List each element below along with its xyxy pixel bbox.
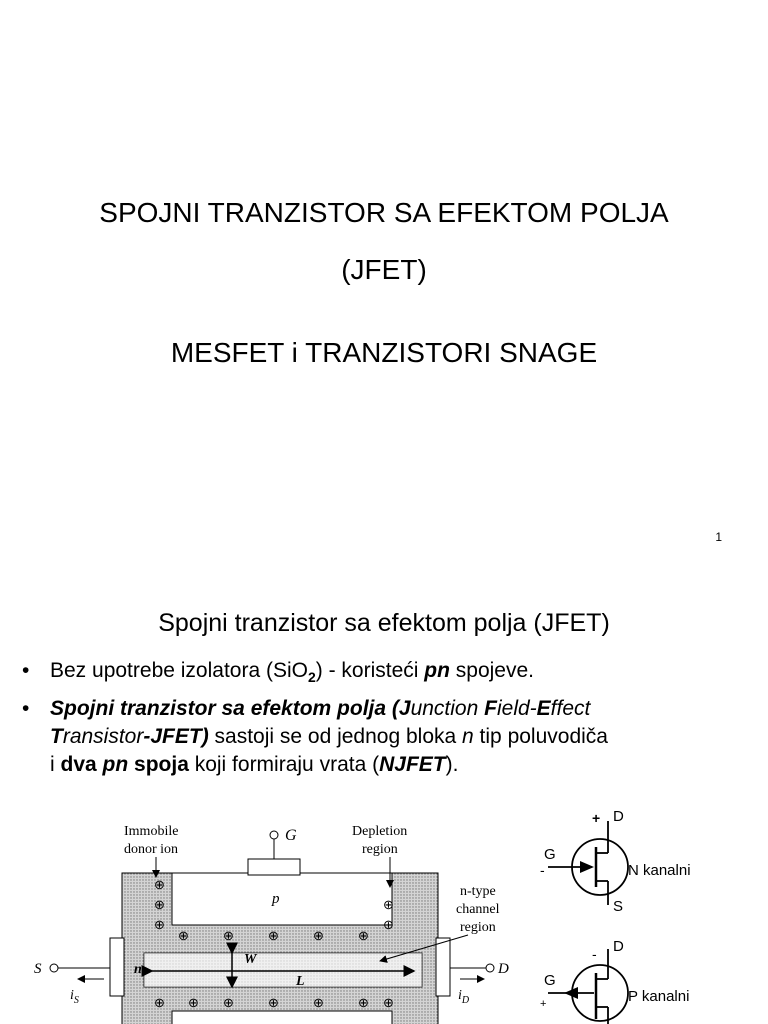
svg-text:⊕: ⊕: [223, 928, 234, 943]
bullet2-term: Spojni tranzistor sa efektom polja (: [50, 697, 399, 721]
svg-text:⊕: ⊕: [154, 897, 165, 912]
bullet2-text-e: ).: [445, 753, 459, 777]
bullet1-text-c: spojeve.: [449, 659, 534, 682]
p-label-plus: +: [540, 998, 547, 1010]
svg-text:⊕: ⊕: [313, 995, 324, 1010]
bullet-item-1: [22, 657, 752, 691]
p-label-d: D: [613, 938, 624, 955]
bullet2-jfet: -JFET): [143, 725, 209, 749]
svg-text:⊕: ⊕: [268, 995, 279, 1010]
label-gate: G: [285, 827, 297, 844]
slide-title-line2: (JFET): [341, 254, 427, 285]
label-w: W: [244, 952, 257, 967]
p-region-top: [172, 873, 392, 925]
svg-text:⊕: ⊕: [178, 928, 189, 943]
svg-text:⊕: ⊕: [383, 995, 394, 1010]
label-immobile: Immobile: [124, 824, 179, 839]
n-kanalni-label: N kanalni: [628, 862, 691, 879]
gate-contact: [248, 859, 300, 875]
drain-contact: [436, 938, 450, 996]
bullet2-ffect: ffect: [550, 697, 591, 721]
bullet2-pn: pn: [102, 753, 129, 777]
jfet-slide: [0, 565, 768, 1024]
svg-text:⊕: ⊕: [383, 917, 394, 932]
p-label-minus: -: [592, 946, 597, 962]
label-p: p: [272, 891, 280, 907]
label-is: $i_S$: [70, 988, 79, 1006]
label-l: L: [296, 974, 305, 989]
bullet1-text-a: Bez upotrebe izolatora (SiO: [50, 659, 308, 682]
page-number: 1: [715, 530, 722, 544]
label-n: n: [134, 962, 142, 977]
n-label-plus: +: [592, 810, 601, 826]
bullet1-text-b: ) - koristeći: [315, 659, 425, 682]
n-channel-symbol: [540, 809, 691, 915]
svg-text:⊕: ⊕: [154, 877, 165, 892]
slide-title-line1: SPOJNI TRANZISTOR SA EFEKTOM POLJA: [99, 197, 669, 228]
label-donor-ion: donor ion: [124, 842, 179, 857]
bullet2-T: T: [50, 725, 63, 749]
source-contact: [110, 938, 124, 996]
svg-text:⊕: ⊕: [313, 928, 324, 943]
label-source: S: [34, 961, 42, 977]
svg-text:⊕: ⊕: [358, 995, 369, 1010]
label-channel: channel: [456, 902, 500, 917]
p-channel-symbol: [540, 938, 689, 1024]
label-id: $i_D$: [458, 988, 470, 1006]
p-region-bottom: [172, 1011, 392, 1024]
p-label-g: G: [544, 972, 556, 989]
bullet2-unction: unction: [410, 697, 485, 721]
slide-subtitle: MESFET i TRANZISTORI SNAGE: [170, 337, 598, 368]
n-label-d: D: [613, 809, 624, 825]
svg-text:⊕: ⊕: [358, 928, 369, 943]
bullet2-njfet: NJFET: [379, 753, 446, 777]
bullet-list: [22, 657, 752, 783]
bullet2-E: E: [536, 697, 551, 721]
label-region: region: [460, 920, 496, 935]
n-label-s: S: [613, 898, 624, 915]
label-ntype: n-type: [460, 884, 496, 899]
bullet-item-2: [22, 695, 752, 779]
bullet2-F: F: [484, 697, 497, 721]
svg-text:⊕: ⊕: [223, 995, 234, 1010]
bullet2-text-c: i: [50, 753, 61, 777]
bullet2-spoja: spoja: [128, 753, 189, 777]
svg-text:⊕: ⊕: [154, 917, 165, 932]
jfet-symbols: [530, 809, 730, 1024]
label-depletion-region: region: [362, 842, 398, 857]
bullet2-ransistor: ransistor: [62, 725, 144, 749]
bullet2-ield: ield-: [496, 697, 537, 721]
bullet1-subscript: 2: [307, 669, 316, 686]
svg-text:⊕: ⊕: [188, 995, 199, 1010]
gate-terminal: [270, 831, 278, 839]
svg-text:⊕: ⊕: [268, 928, 279, 943]
bullet2-J: J: [398, 697, 411, 721]
bullet2-n: n: [462, 725, 474, 749]
bullet2-text-d: koji formiraju vrata (: [188, 753, 380, 777]
jfet-cross-section-diagram: [28, 813, 528, 1024]
bullet2-text-b: tip poluvodiča: [473, 725, 608, 749]
p-kanalni-label: P kanalni: [628, 988, 690, 1005]
bullet1-pn: pn: [424, 659, 450, 682]
svg-text:⊕: ⊕: [383, 897, 394, 912]
slide2-title: Spojni tranzistor sa efektom polja (JFET): [158, 609, 610, 637]
n-label-g: G: [544, 846, 556, 863]
label-depletion: Depletion: [352, 824, 408, 839]
label-drain: D: [498, 961, 509, 977]
svg-text:⊕: ⊕: [154, 995, 165, 1010]
bullet2-text-a: sastoji se od jednog bloka: [208, 725, 463, 749]
n-label-minus: -: [540, 862, 545, 878]
bullet2-dva: dva: [60, 753, 103, 777]
